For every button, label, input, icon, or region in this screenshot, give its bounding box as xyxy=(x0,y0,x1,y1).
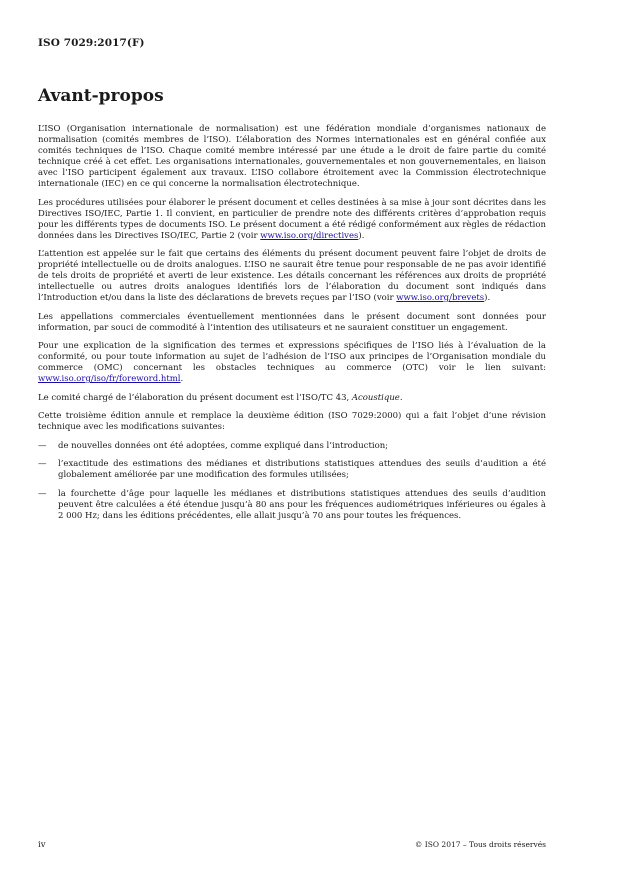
page-number: iv xyxy=(38,840,46,850)
list-dash: — xyxy=(38,488,47,499)
patents-link[interactable]: www.iso.org/brevets xyxy=(396,293,485,303)
paragraph-edition: Cette troisième édition annule et remplace la deuxième édition (ISO 7029:2000) qui a fait l’objet d’une révision technique avec les modifications suivantes: xyxy=(38,411,546,432)
foreword-link[interactable]: www.iso.org/iso/fr/foreword.html xyxy=(38,374,181,384)
list-item-text: de nouvelles données ont été adoptées, comme expliqué dans l’introduction; xyxy=(58,440,389,451)
paragraph-conformity xyxy=(38,341,546,385)
page-title: Avant-propos xyxy=(38,86,164,106)
paragraph-procedures-text: Les procédures utilisées pour élaborer le présent document et celles destinées à sa mise à jour sont décrites dans les Directives ISO/IEC, Partie 1. Il convient, en particulier de prendre note des différents critères d’approbation requis pour les différents types de documents ISO. Le présent document a été rédigé conformément aux règles de rédaction données dans les Directives ISO/IEC, Partie 2 (voir xyxy=(38,197,546,241)
copyright-notice: © ISO 2017 – Tous droits réservés xyxy=(414,840,546,849)
paragraph-trade-names: Les appellations commerciales éventuellement mentionnées dans le présent document sont données pour information, par souci de commodité à l’intention des utilisateurs et ne sauraient constituer un engagement. xyxy=(38,311,546,333)
directives-link[interactable]: www.iso.org/directives xyxy=(260,230,359,241)
paragraph-committee-end: . xyxy=(399,392,403,403)
list-dash: — xyxy=(38,440,47,451)
paragraph-committee xyxy=(38,393,546,404)
paragraph-conformity-end: . xyxy=(180,374,184,384)
committee-name: Acoustique xyxy=(351,392,400,403)
paragraph-procedures-end: ). xyxy=(358,230,365,241)
paragraph-iso-intro: L’ISO (Organisation internationale de normalisation) est une fédération mondiale d’organismes nationaux de normalisation (comités membres de l’ISO). L’élaboration des Normes internationales est en général confiée aux comités techniques de l’ISO. Chaque comité membre intéressé par une étude a le droit de faire partie du comité technique créé à cet effet. Les organisations internationales, gouvernementales et non gouvernementales, en liaison avec l’ISO participent également aux travaux. L’ISO collabore étroitement avec la Commission électrotechnique internationale (IEC) en ce qui concerne la normalisation électrotechnique. xyxy=(38,124,546,189)
paragraph-procedures xyxy=(38,198,546,242)
paragraph-patents-text: L’attention est appelée sur le fait que certains des éléments du présent document peuvent faire l’objet de droits de propriété intellectuelle ou de droits analogues. L’ISO ne saurait être tenue pour responsable de ne pas avoir identifié de tels droits de propriété et averti de leur existence. Les détails concernant les références aux droits de propriété intellectuelle ou autres droits analogues identifiés lors de l’élaboration du document sont indiqués dans l’Introduction et/ou dans la liste des déclarations de brevets reçues par l’ISO (voir xyxy=(38,249,546,303)
paragraph-patents xyxy=(38,249,546,304)
list-item xyxy=(38,441,546,452)
list-dash: — xyxy=(38,459,47,469)
list-item-text: l’exactitude des estimations des médianes et distributions statistiques attendues des seuils d’audition a été globalement améliorée par une modification des formules utilisées; xyxy=(58,459,546,480)
list-item-text: la fourchette d’âge pour laquelle les médianes et distributions statistiques attendues des seuils d’audition peuvent être calculées a été étendue jusqu’à 80 ans pour les fréquences audiométriques inférieures ou égales à 2 000 Hz; dans les éditions précédentes, elle allait jusqu’à 70 ans pour toutes les fréquences. xyxy=(58,488,546,521)
paragraph-committee-text: Le comité chargé de l’élaboration du présent document est l’ISO/TC 43, xyxy=(38,392,352,403)
document-id: ISO 7029:2017(F) xyxy=(38,37,145,49)
paragraph-conformity-text: Pour une explication de la signification des termes et expressions spécifiques de l’ISO liés à l’évaluation de la conformité, ou pour toute information au sujet de l’adhésion de l’ISO aux principes de l’Organisation mondiale du commerce (OMC) concernant les obstacles techniques au commerce (OTC) voir le lien suivant: xyxy=(38,341,546,373)
list-item xyxy=(38,489,546,522)
foreword-body xyxy=(38,124,546,529)
list-item xyxy=(38,459,546,481)
paragraph-patents-end: ). xyxy=(484,293,491,303)
